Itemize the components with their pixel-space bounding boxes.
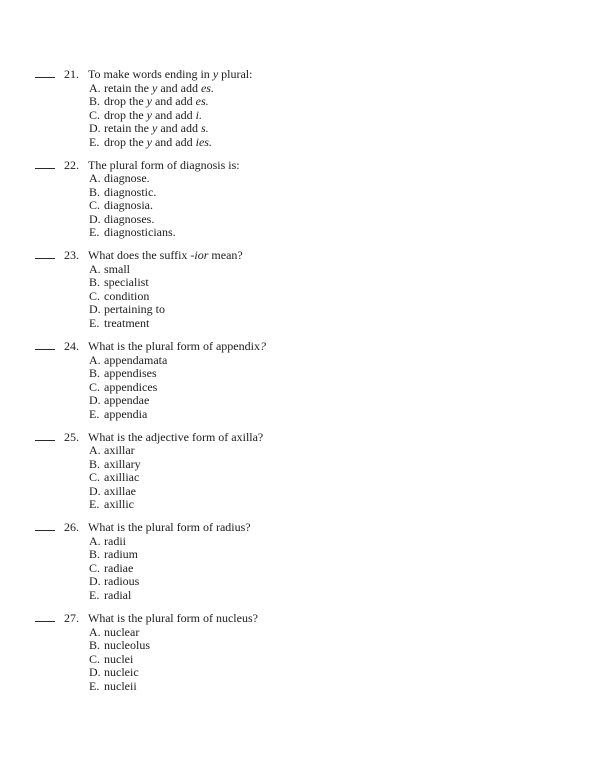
option-letter: E. (89, 406, 100, 421)
option-text (104, 303, 165, 317)
option-row (89, 213, 600, 227)
text-segment: axilliac (104, 470, 140, 485)
option-row (89, 444, 600, 458)
text-segment: and add (151, 107, 196, 122)
option-row (89, 303, 600, 317)
answer-blank-line (35, 258, 55, 259)
italic-text-segment: s. (200, 121, 209, 135)
option-row (89, 485, 600, 499)
question-item (0, 431, 600, 512)
text-segment: diagnosia. (104, 198, 153, 213)
option-list (0, 354, 600, 422)
italic-text-segment: y (151, 80, 158, 95)
option-list (0, 626, 600, 694)
option-list (0, 535, 600, 603)
option-row (89, 186, 600, 200)
option-row (89, 562, 600, 576)
option-letter: B. (89, 638, 101, 653)
italic-text-segment: y (212, 67, 219, 81)
question-prompt (88, 340, 266, 354)
option-text (104, 317, 149, 331)
text-segment: appendae (104, 393, 150, 408)
answer-blank-line (35, 530, 55, 531)
option-letter: E. (89, 587, 100, 602)
option-letter: C. (89, 651, 101, 666)
option-row (89, 199, 600, 213)
text-segment: nucleii (104, 678, 137, 693)
option-list (0, 82, 600, 150)
option-list (0, 444, 600, 512)
question-number: 21. (64, 67, 79, 81)
text-segment: small (104, 261, 130, 276)
option-letter: A. (89, 352, 101, 367)
option-letter: D. (89, 665, 101, 680)
text-segment: axillae (104, 483, 136, 498)
option-text (104, 122, 209, 136)
option-letter: D. (89, 574, 101, 589)
italic-text-segment: es. (200, 80, 214, 95)
option-letter: E. (89, 134, 100, 149)
option-letter: A. (89, 443, 101, 458)
option-text (104, 589, 131, 603)
question-number: 24. (64, 339, 79, 354)
option-text (104, 213, 154, 227)
text-segment: plural: (218, 67, 253, 81)
question-number: 23. (64, 248, 79, 263)
option-text (104, 575, 139, 589)
text-segment: appendia (104, 406, 148, 421)
option-text (104, 263, 130, 277)
question-header (0, 340, 600, 354)
question-item (0, 249, 600, 330)
option-letter: D. (89, 211, 101, 226)
option-row (89, 276, 600, 290)
option-text (104, 458, 141, 472)
option-text (104, 354, 167, 368)
option-letter: C. (89, 379, 101, 394)
question-prompt (88, 431, 263, 445)
question-header (0, 159, 600, 173)
question-number: 25. (64, 429, 79, 444)
option-row (89, 535, 600, 549)
answer-blank-line (35, 621, 55, 622)
text-segment: and add (157, 121, 201, 135)
option-row (89, 122, 600, 136)
text-segment: appendices (104, 379, 158, 394)
question-list (0, 68, 600, 703)
option-text (104, 136, 212, 150)
text-segment: radiae (104, 560, 134, 575)
text-segment: nuclei (104, 651, 134, 666)
option-letter: C. (89, 107, 101, 122)
option-text (104, 680, 137, 694)
option-letter: B. (89, 184, 101, 199)
text-segment: pertaining to (104, 302, 165, 317)
option-letter: E. (89, 315, 100, 330)
question-item (0, 521, 600, 602)
question-number: 26. (64, 520, 79, 535)
option-row (89, 458, 600, 472)
text-segment: What is the adjective form of axilla? (88, 429, 264, 444)
option-text (104, 226, 176, 240)
option-text (104, 485, 136, 499)
option-letter: B. (89, 456, 101, 471)
text-segment: axillar (104, 443, 135, 458)
answer-blank-line (35, 349, 55, 350)
option-text (104, 186, 156, 200)
text-segment: axillic (104, 497, 134, 512)
text-segment: nucleolus (104, 638, 150, 653)
text-segment: diagnoses. (104, 211, 155, 226)
text-segment: retain the (104, 121, 152, 135)
text-segment: radious (104, 574, 140, 589)
option-text (104, 95, 209, 109)
option-row (89, 172, 600, 186)
option-row (89, 95, 600, 109)
option-text (104, 639, 150, 653)
question-prompt (88, 612, 258, 626)
question-item (0, 340, 600, 421)
answer-blank-line (35, 440, 55, 441)
option-list (0, 263, 600, 331)
text-segment: appendises (104, 366, 157, 381)
text-segment: specialist (104, 275, 149, 290)
option-row (89, 680, 600, 694)
option-text (104, 172, 150, 186)
text-segment: retain the (104, 80, 152, 95)
option-letter: A. (89, 171, 101, 186)
text-segment: diagnose. (104, 171, 150, 186)
option-text (104, 367, 157, 381)
option-letter: D. (89, 121, 101, 135)
option-letter: C. (89, 560, 101, 575)
option-row (89, 367, 600, 381)
option-text (104, 381, 157, 395)
option-row (89, 408, 600, 422)
option-text (104, 562, 133, 576)
text-segment: radial (104, 587, 132, 602)
question-header (0, 612, 600, 626)
option-row (89, 136, 600, 150)
option-text (104, 471, 139, 485)
option-text (104, 626, 139, 640)
option-row (89, 639, 600, 653)
text-segment: What is the plural form of nucleus? (88, 611, 258, 626)
option-text (104, 535, 126, 549)
question-prompt (88, 159, 240, 173)
text-segment: and add (151, 94, 196, 108)
text-segment: To make words ending in (88, 67, 213, 81)
italic-text-segment: ? (259, 339, 266, 354)
option-letter: E. (89, 225, 100, 240)
option-row (89, 589, 600, 603)
option-letter: E. (89, 497, 100, 512)
option-text (104, 548, 138, 562)
italic-text-segment: y (151, 121, 158, 135)
answer-blank-line (35, 168, 55, 169)
question-header (0, 249, 600, 263)
option-letter: D. (89, 302, 101, 317)
text-segment: axillary (104, 456, 141, 471)
option-text (104, 444, 135, 458)
option-letter: A. (89, 261, 101, 276)
option-letter: C. (89, 198, 101, 213)
italic-text-segment: i. (195, 107, 202, 122)
option-letter: C. (89, 470, 101, 485)
question-item (0, 159, 600, 240)
option-letter: B. (89, 275, 101, 290)
option-letter: A. (89, 533, 101, 548)
option-row (89, 666, 600, 680)
italic-text-segment: y (146, 107, 152, 122)
question-header (0, 431, 600, 445)
option-text (104, 109, 202, 123)
option-row (89, 498, 600, 512)
text-segment: What does the suffix (88, 248, 191, 263)
option-letter: B. (89, 94, 101, 108)
option-row (89, 653, 600, 667)
option-text (104, 82, 214, 96)
text-segment: radium (104, 547, 138, 562)
text-segment: drop the (104, 107, 147, 122)
option-row (89, 548, 600, 562)
text-segment: drop the (104, 134, 147, 149)
option-text (104, 653, 133, 667)
option-list (0, 172, 600, 240)
text-segment: The plural form of diagnosis is: (88, 157, 240, 172)
answer-blank-line (35, 77, 55, 78)
option-letter: D. (89, 393, 101, 408)
option-row (89, 394, 600, 408)
question-item (0, 68, 600, 149)
text-segment: diagnosticians. (104, 225, 176, 240)
text-segment: and add (157, 80, 201, 95)
option-letter: E. (89, 678, 100, 693)
question-number: 22. (64, 157, 79, 172)
option-letter: A. (89, 80, 101, 95)
option-row (89, 109, 600, 123)
option-row (89, 575, 600, 589)
italic-text-segment: es. (195, 94, 209, 108)
option-row (89, 290, 600, 304)
question-number: 27. (64, 611, 79, 626)
option-row (89, 354, 600, 368)
text-segment: radii (104, 533, 126, 548)
option-letter: A. (89, 624, 101, 639)
text-segment: nucleic (104, 665, 139, 680)
italic-text-segment: y (146, 94, 152, 108)
option-row (89, 471, 600, 485)
option-letter: D. (89, 483, 101, 498)
text-segment: nuclear (104, 624, 140, 639)
option-text (104, 666, 139, 680)
text-segment: drop the (104, 94, 147, 108)
italic-text-segment: ies. (195, 134, 212, 149)
option-letter: B. (89, 366, 101, 381)
italic-text-segment: -ior (190, 248, 209, 263)
italic-text-segment: y (146, 134, 152, 149)
text-segment: appendamata (104, 352, 168, 367)
option-row (89, 226, 600, 240)
option-letter: B. (89, 547, 101, 562)
option-text (104, 498, 134, 512)
text-segment: treatment (104, 315, 150, 330)
question-header (0, 68, 600, 82)
option-row (89, 82, 600, 96)
question-prompt (88, 521, 251, 535)
text-segment: What is the plural form of radius? (88, 520, 251, 535)
option-row (89, 381, 600, 395)
question-prompt (88, 249, 243, 263)
text-segment: What is the plural form of appendix (88, 339, 260, 354)
question-item (0, 612, 600, 693)
option-text (104, 199, 153, 213)
text-segment: condition (104, 288, 150, 303)
option-text (104, 408, 147, 422)
question-header (0, 521, 600, 535)
option-text (104, 394, 149, 408)
text-segment: mean? (208, 248, 243, 263)
text-segment: and add (151, 134, 196, 149)
option-row (89, 263, 600, 277)
question-prompt (88, 68, 252, 82)
option-text (104, 276, 149, 290)
option-letter: C. (89, 288, 101, 303)
option-row (89, 626, 600, 640)
text-segment: diagnostic. (104, 184, 157, 199)
option-row (89, 317, 600, 331)
option-text (104, 290, 149, 304)
